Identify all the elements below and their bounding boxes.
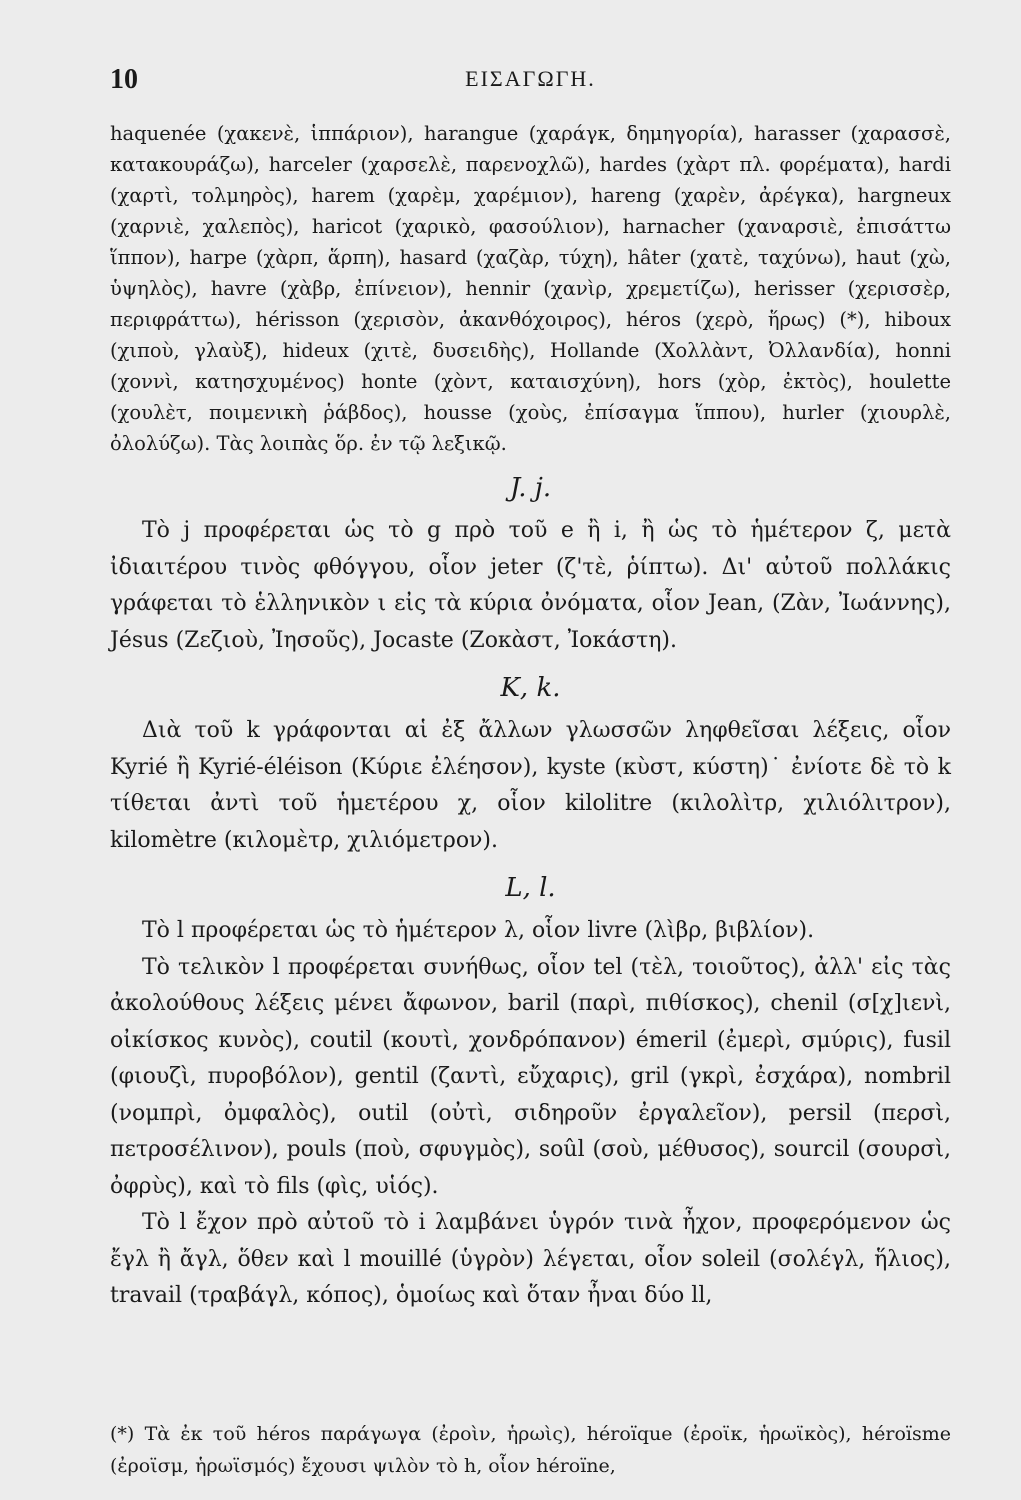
section-heading-k: K, k.	[500, 673, 561, 703]
section-l-paragraph-2: Τὸ τελικὸν l προφέρεται συνήθως, οἷον tel (τὲλ, τοιοῦτος), ἀλλ' εἰς τὰς ἀκολούθους λέξεις μένει ἄφωνον, baril (παρὶ, πιθίσκος), chenil (σ[χ]ιενὶ, οἰκίσκος κυνὸς), coutil (κουτὶ, χονδρόπανον) émeril (ἐμερὶ, σμύρις), fusil (φιουζὶ, πυροβόλον), gentil (ζαντὶ, εὔχαρις), gril (γκρὶ, ἐσχάρα), nombril (νομπρὶ, ὀμφαλὸς), outil (οὐτὶ, σιδηροῦν ἐργαλεῖον), persil (περσὶ, πετροσέλινον), pouls (ποὺ, σφυγμὸς), soûl (σοὺ, μέθυσος), sourcil (σουρσὶ, ὀφρὺς), καὶ τὸ fils (φὶς, υἱός).	[110, 954, 951, 1199]
section-heading-l: L, l.	[505, 873, 556, 903]
running-title: ΕΙΣΑΓΩΓΗ.	[465, 66, 596, 91]
page-number: 10	[110, 64, 138, 95]
section-l-paragraph-3: Τὸ l ἔχον πρὸ αὐτοῦ τὸ i λαμβάνει ὑγρόν τινὰ ἦχον, προφερόμενον ὡς ἔγλ ἢ ἄγλ, ὅθεν καὶ l mouillé (ὑγρὸν) λέγεται, οἷον soleil (σολέγλ, ἥλιος), travail (τραβάγλ, κόπος), ὁμοίως καὶ ὅταν ἦναι δύο ll,	[110, 1210, 951, 1308]
section-j-paragraph: Τὸ j προφέρεται ὡς τὸ g πρὸ τοῦ e ἢ i, ἢ ὡς τὸ ἡμέτερον ζ, μετὰ ἰδιαιτέρου τινὸς φθόγγου, οἷον jeter (ζ'τὲ, ῥίπτω). Δι' αὐτοῦ πολλάκις γράφεται τὸ ἑλληνικὸν ι εἰς τὰ κύρια ὀνόματα, οἷον Jean, (Ζὰν, Ἰωάννης), Jésus (Ζεζιοὺ, Ἰησοῦς), Jocaste (Ζοκὰστ, Ἰοκάστη).	[110, 518, 951, 653]
h-word-list: haquenée (χακενὲ, ἱππάριον), harangue (χαράγκ, δημηγορία), harasser (χαρασσὲ, κατακουράζω), harceler (χαρσελὲ, παρενοχλῶ), hardes (χὰρτ πλ. φορέματα), hardi (χαρτὶ, τολμηρὸς), harem (χαρὲμ, χαρέμιον), hareng (χαρὲν, ἀρέγκα), hargneux (χαρνιὲ, χαλεπὸς), haricot (χαρικὸ, φασούλιον), harnacher (χαναρσιὲ, ἐπισάττω ἵππον), harpe (χὰρπ, ἅρπη), hasard (χαζὰρ, τύχη), hâter (χατὲ, ταχύνω), haut (χὼ, ὑψηλὸς), havre (χὰβρ, ἐπίνειον), hennir (χανὶρ, χρεμετίζω), herisser (χερισσὲρ, περιφράττω), hérisson (χερισὸν, ἀκανθόχοιρος), héros (χερὸ, ἥρως) (*), hiboux (χιποὺ, γλαὺξ), hideux (χιτὲ, δυσειδὴς), Hollande (Χολλὰντ, Ὀλλανδία), honni (χοννὶ, κατησχυμένος) honte (χὸντ, καταισχύνη), hors (χὸρ, ἐκτὸς), houlette (χουλὲτ, ποιμενικὴ ῥάβδος), housse (χοὺς, ἐπίσαγμα ἵππου), hurler (χιουρλὲ, ὀλολύζω). Τὰς λοιπὰς ὅρ. ἐν τῷ λεξικῷ.	[110, 122, 951, 455]
section-l	[110, 873, 951, 1315]
footnote: (*) Τὰ ἐκ τοῦ héros παράγωγα (ἐροὶν, ἡρωὶς), héroïque (ἐροϊκ, ἡρωϊκὸς), héroïsme (ἐροϊσμ, ἡρωϊσμός) ἔχουσι ψιλὸν τὸ h, οἷον héroïne,	[110, 1423, 951, 1477]
section-k	[110, 673, 951, 859]
page-header	[110, 60, 951, 110]
section-l-paragraph-1: Τὸ l προφέρεται ὡς τὸ ἡμέτερον λ, οἷον livre (λὶβρ, βιβλίον).	[142, 918, 815, 943]
section-heading-j: J. j.	[509, 473, 552, 503]
section-j	[110, 473, 951, 659]
section-k-paragraph: Διὰ τοῦ k γράφονται αἱ ἐξ ἄλλων γλωσσῶν ληφθεῖσαι λέξεις, οἷον Kyrié ἢ Kyrié-éléison (Κύριε ἐλέησον), kyste (κὺστ, κύστη)˙ ἐνίοτε δὲ τὸ k τίθεται ἀντὶ τοῦ ἡμετέρου χ, οἷον kilolitre (κιλολὶτρ, χιλιόλιτρον), kilomètre (κιλομὲτρ, χιλιόμετρον).	[110, 718, 951, 853]
